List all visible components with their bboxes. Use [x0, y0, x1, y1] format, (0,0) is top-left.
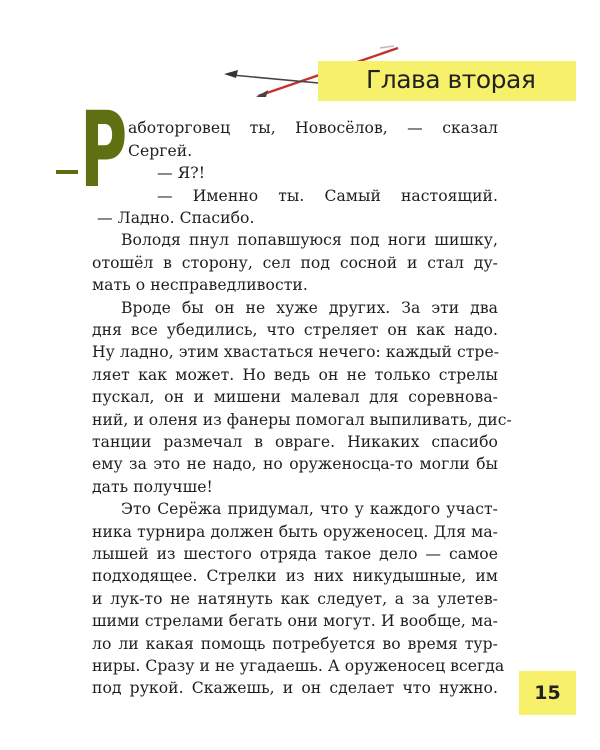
page-number: 15 — [534, 682, 561, 704]
text-line: Вроде бы он не хуже других. За эти два — [121, 299, 498, 317]
text-line: Это Серёжа придумал, что у каждого участ- — [121, 500, 498, 518]
text-line: шими стрелами бегать они могут. И вообще, ма- — [92, 612, 498, 630]
text-line: дня все убедились, что стреляет он как надо. — [92, 321, 498, 339]
text-line: Сергей. — [128, 142, 193, 160]
text-line: и лук-то не натянуть как следует, а за улетев- — [92, 590, 498, 608]
text-line: ниры. Сразу и не угадаешь. А оруженосец всегда — [92, 657, 505, 675]
text-line: — Именно ты. Самый настоящий. — [157, 187, 498, 205]
text-line: ний, и оленя из фанеры помогал выпиливать, дис- — [92, 411, 512, 429]
text-line: ника турнира должен быть оруженосец. Для ма- — [92, 523, 498, 541]
text-line: Ну ладно, этим хвастаться нечего: каждый стре- — [92, 343, 500, 361]
dropcap-dash — [56, 170, 78, 174]
text-line: ляет как может. Но ведь он не только стрелы — [92, 366, 498, 384]
text-line: дать получше! — [92, 478, 213, 496]
text-line: — Я?! — [157, 164, 206, 182]
text-line: лышей из шестого отряда такое дело — самое — [92, 545, 498, 563]
text-line: подходящее. Стрелки из них никудышные, им — [92, 567, 498, 585]
text-line: ему за это не надо, но оруженосца-то могли бы — [92, 455, 498, 473]
text-line: под рукой. Скажешь, и он сделает что нужно. — [92, 679, 498, 697]
drop-cap-letter: Р — [80, 89, 128, 211]
text-line: танции размечал в овраге. Никаких спасибо — [92, 433, 498, 451]
text-line: ло ли какая помощь потребуется во время тур- — [92, 635, 498, 653]
text-line: мать о несправедливости. — [92, 276, 308, 294]
text-line: Володя пнул попавшуюся под ноги шишку, — [121, 231, 498, 249]
chapter-title: Глава вторая — [366, 65, 536, 94]
text-line: аботорговец ты, Новосёлов, — сказал — [128, 119, 498, 137]
text-line: отошёл в сторону, сел под сосной и стал ду- — [92, 254, 498, 272]
text-line: — Ладно. Спасибо. — [97, 209, 255, 227]
text-line: пускал, он и мишени малевал для соревнова- — [92, 388, 498, 406]
